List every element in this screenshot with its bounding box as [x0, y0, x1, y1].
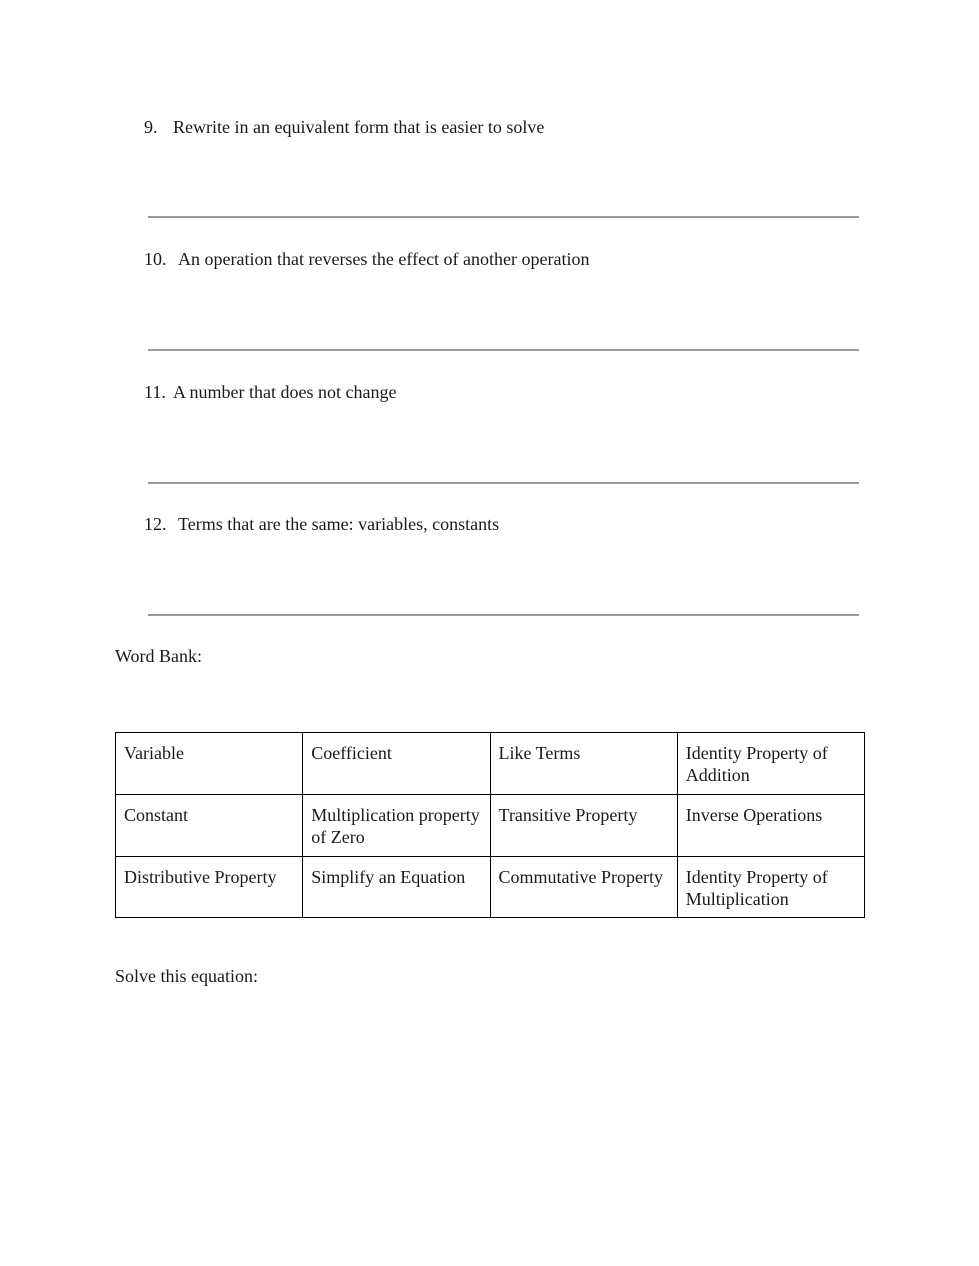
table-row [116, 795, 865, 857]
question-11 [144, 381, 396, 403]
question-10 [144, 248, 590, 270]
question-number: 11. [144, 382, 166, 402]
word-bank-label: Word Bank: [115, 646, 203, 666]
table-cell: Commutative Property [490, 857, 677, 918]
answer-line-10[interactable] [148, 349, 859, 351]
question-text: An operation that reverses the effect of another operation [178, 249, 590, 269]
question-12 [144, 513, 499, 535]
table-cell: Multiplication property of Zero [303, 795, 490, 857]
table-cell: Variable [116, 733, 303, 795]
table-cell: Transitive Property [490, 795, 677, 857]
word-bank-table [115, 732, 865, 918]
table-cell: Simplify an Equation [303, 857, 490, 918]
table-cell: Inverse Operations [677, 795, 864, 857]
table-cell: Identity Property of Addition [677, 733, 864, 795]
answer-line-12[interactable] [148, 614, 859, 616]
question-text: A number that does not change [173, 382, 397, 402]
question-text: Terms that are the same: variables, constants [178, 514, 500, 534]
table-row [116, 733, 865, 795]
answer-line-9[interactable] [148, 216, 859, 218]
question-number: 9. [144, 117, 158, 137]
question-number: 10. [144, 249, 167, 269]
table-cell: Constant [116, 795, 303, 857]
table-cell: Distributive Property [116, 857, 303, 918]
table-cell: Coefficient [303, 733, 490, 795]
table-cell: Identity Property of Multiplication [677, 857, 864, 918]
table-row [116, 857, 865, 918]
table-cell: Like Terms [490, 733, 677, 795]
question-number: 12. [144, 514, 167, 534]
question-9 [144, 116, 544, 138]
solve-equation-label: Solve this equation: [115, 966, 258, 986]
answer-line-11[interactable] [148, 482, 859, 484]
question-text: Rewrite in an equivalent form that is easier to solve [173, 117, 545, 137]
